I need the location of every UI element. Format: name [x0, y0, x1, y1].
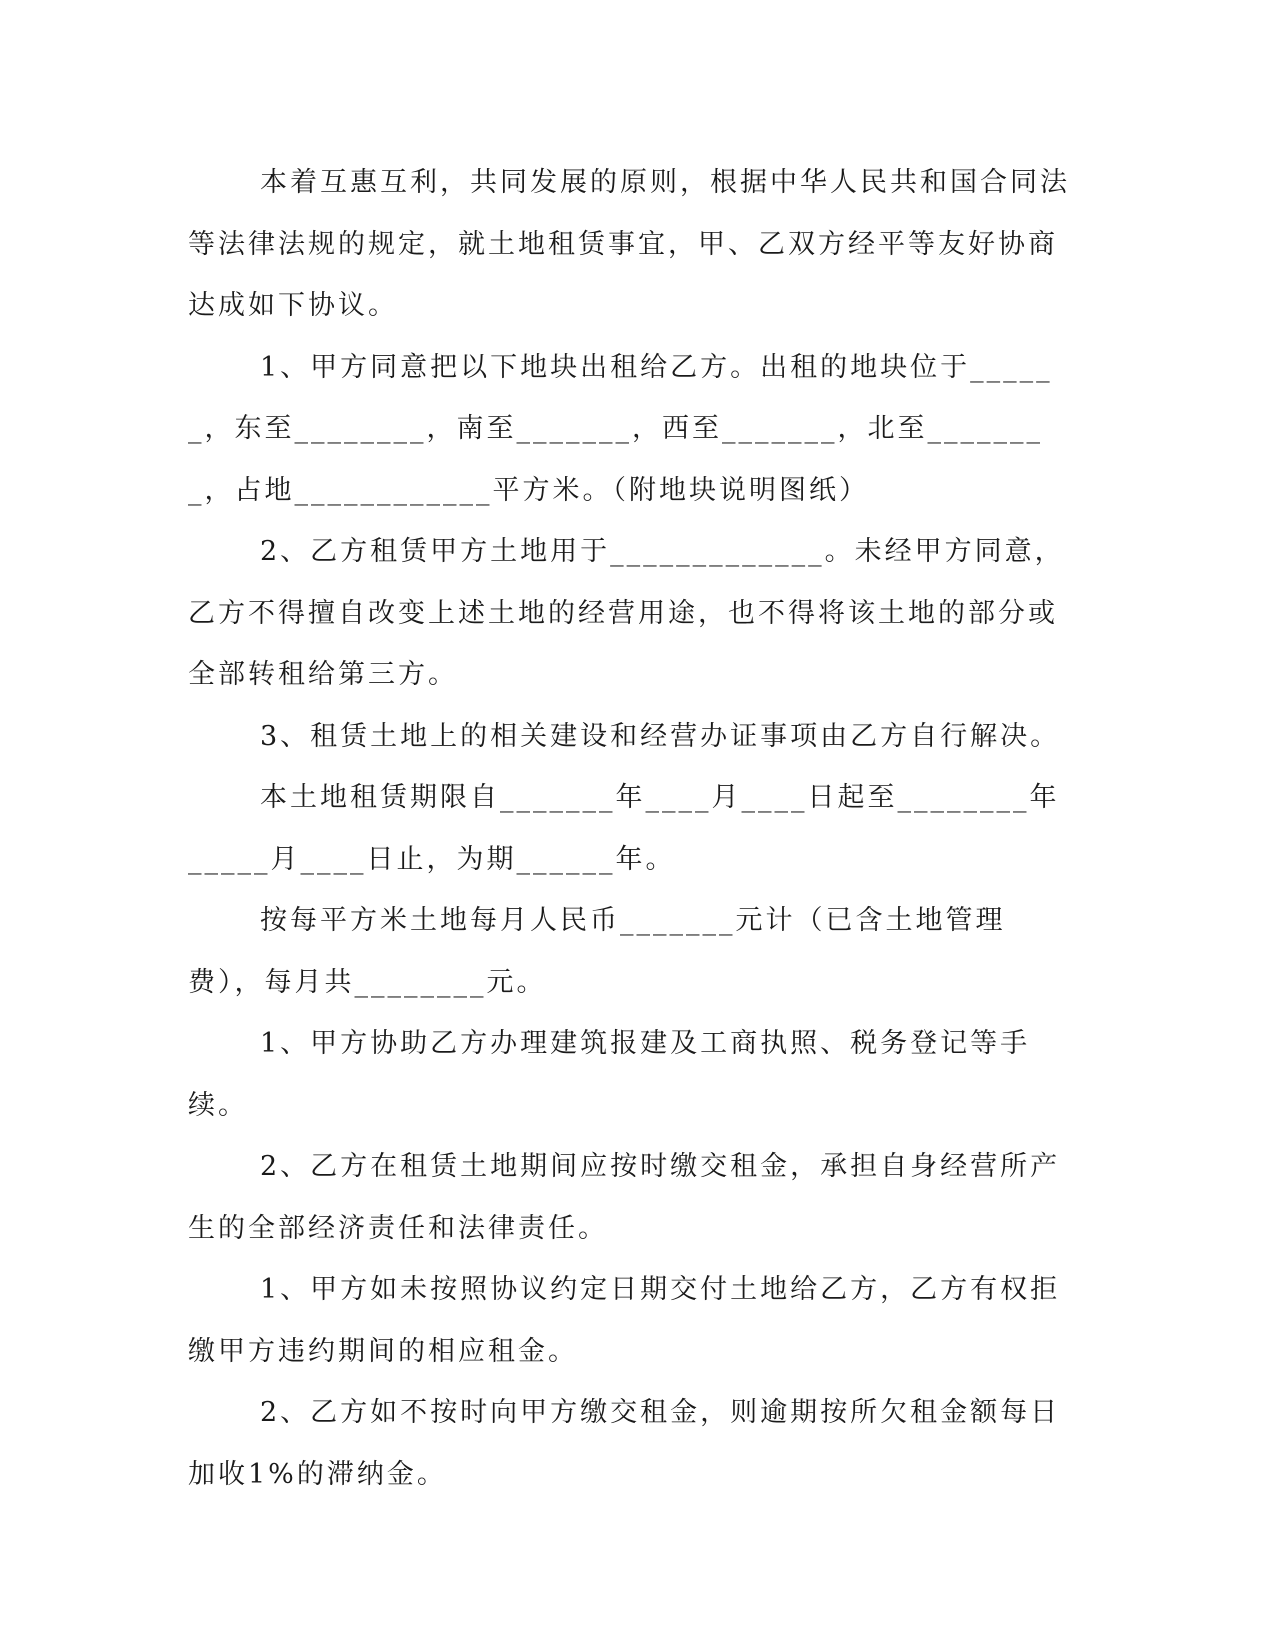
paragraph-party-b-duty: 2、乙方在租赁土地期间应按时缴交租金，承担自身经营所产生的全部经济责任和法律责任。 [188, 1151, 1061, 1244]
paragraph-land-use: 2、乙方租赁甲方土地用于_____________。未经甲方同意，乙方不得擅自改变上述土地的经营用途，也不得将该土地的部分或全部转租给第三方。 [188, 536, 1065, 690]
paragraph-party-b-breach: 2、乙方如不按时向甲方缴交租金，则逾期按所欠租金额每日加收1%的滞纳金。 [188, 1397, 1061, 1490]
paragraph-party-a-duty: 1、甲方协助乙方办理建筑报建及工商执照、税务登记等手续。 [188, 1028, 1031, 1121]
paragraph-land-location: 1、甲方同意把以下地块出租给乙方。出租的地块位于______，东至________，南至_______，西至_______，北至________，占地____________平方米。（附地块说明图纸） [188, 351, 1053, 506]
paragraph-permits: 3、租赁土地上的相关建设和经营办证事项由乙方自行解决。 [260, 720, 1061, 752]
paragraph-lease-term: 本土地租赁期限自_______年____月____日起至________年_____月____日止，为期______年。 [188, 782, 1060, 875]
paragraph-party-a-breach: 1、甲方如未按照协议约定日期交付土地给乙方，乙方有权拒缴甲方违约期间的相应租金。 [188, 1274, 1061, 1367]
document-page [188, 152, 1073, 1505]
paragraph-preamble: 本着互惠互利，共同发展的原则，根据中华人民共和国合同法等法律法规的规定，就土地租赁事宜，甲、乙双方经平等友好协商达成如下协议。 [188, 167, 1070, 321]
paragraph-rent: 按每平方米土地每月人民币_______元计（已含土地管理费），每月共________元。 [188, 905, 1006, 998]
